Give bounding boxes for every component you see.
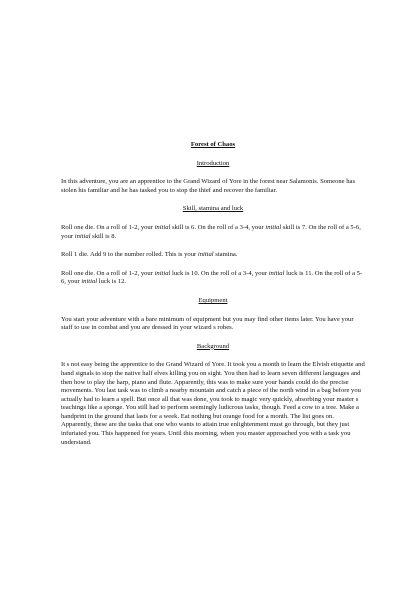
equipment-heading: Equipment (198, 296, 228, 304)
luck-text-b: luck is 10. On the roll of a 3-4, your (170, 269, 269, 277)
skill-initial-1: initial (154, 223, 171, 231)
skill-text-b: skill is 6. On the roll of a 3-4, your (170, 223, 266, 231)
skill-initial-3: initial (74, 232, 91, 240)
introduction-heading: Introduction (196, 159, 230, 167)
luck-text-d: luck is 12. (97, 278, 127, 286)
stamina-initial: initial (197, 251, 214, 259)
stamina-paragraph (61, 251, 365, 260)
skill-text-a: Roll one die. On a roll of 1-2, your (61, 223, 155, 231)
luck-initial-2: initial (268, 269, 285, 277)
stamina-text-a: Roll 1 die. Add 9 to the number rolled. This is your (61, 251, 198, 259)
document-title: Forest of Chaos (190, 141, 236, 148)
skill-paragraph (61, 224, 365, 241)
document-page (61, 141, 365, 457)
skill-initial-2: initial (265, 223, 282, 231)
luck-text-a: Roll one die. On a roll of 1-2, your (61, 269, 155, 277)
luck-initial-1: initial (154, 269, 171, 277)
luck-initial-3: initial (81, 278, 98, 286)
background-text: It s not easy being the apprentice to the Grand Wizard of Yore. It took you a month to learn the Elvish etiquette and hand signals to stop the native half elves killing you on sight. You then had to learn seven different languages and then how to play the harp, piano and flute. Apparently, this was to make sure your hands could do the precise movements. You last task was to climb a nearby mountain and catch a piece of the north wind in a bag before you actually had to learn a spell. But once all that was done, you took to magic very quickly, absorbing your master s teachings like a sponge. You still had to perform seemingly ludicrous tasks, though. Feed a cow to a tree. Make a handprint in the ground that lasts for a week. Eat nothing but orange food for a month. The list goes on. Apparently, these are the tasks that one who wants to attain true enlightenment must go through, but they just infuriated you. This happened for years. Until this morning, when you master approached you with a task you understand. (61, 361, 365, 446)
introduction-text: In this adventure, you are an apprentice to the Grand Wizard of Yore in the forest near Salamonis. Someone has stolen his familiar and he has tasked you to stop the thief and recover the familiar. (61, 178, 356, 194)
skill-text-d: skill is 8. (90, 232, 117, 240)
luck-text-c: luck is 11. On the roll of a 5-6, your (61, 269, 363, 286)
skill-text-c: skill is 7. On the roll of a 5-6, your (61, 223, 361, 240)
skill-heading: Skill, stamina and luck (182, 205, 244, 213)
equipment-text: You start your adventure with a bare minimum of equipment but you may find other items later. You have your staff to use in combat and you are dressed in your wizard s robes. (61, 315, 354, 332)
background-heading: Background (196, 342, 230, 350)
stamina-text-b: stamina. (213, 251, 238, 259)
luck-paragraph (61, 270, 365, 287)
